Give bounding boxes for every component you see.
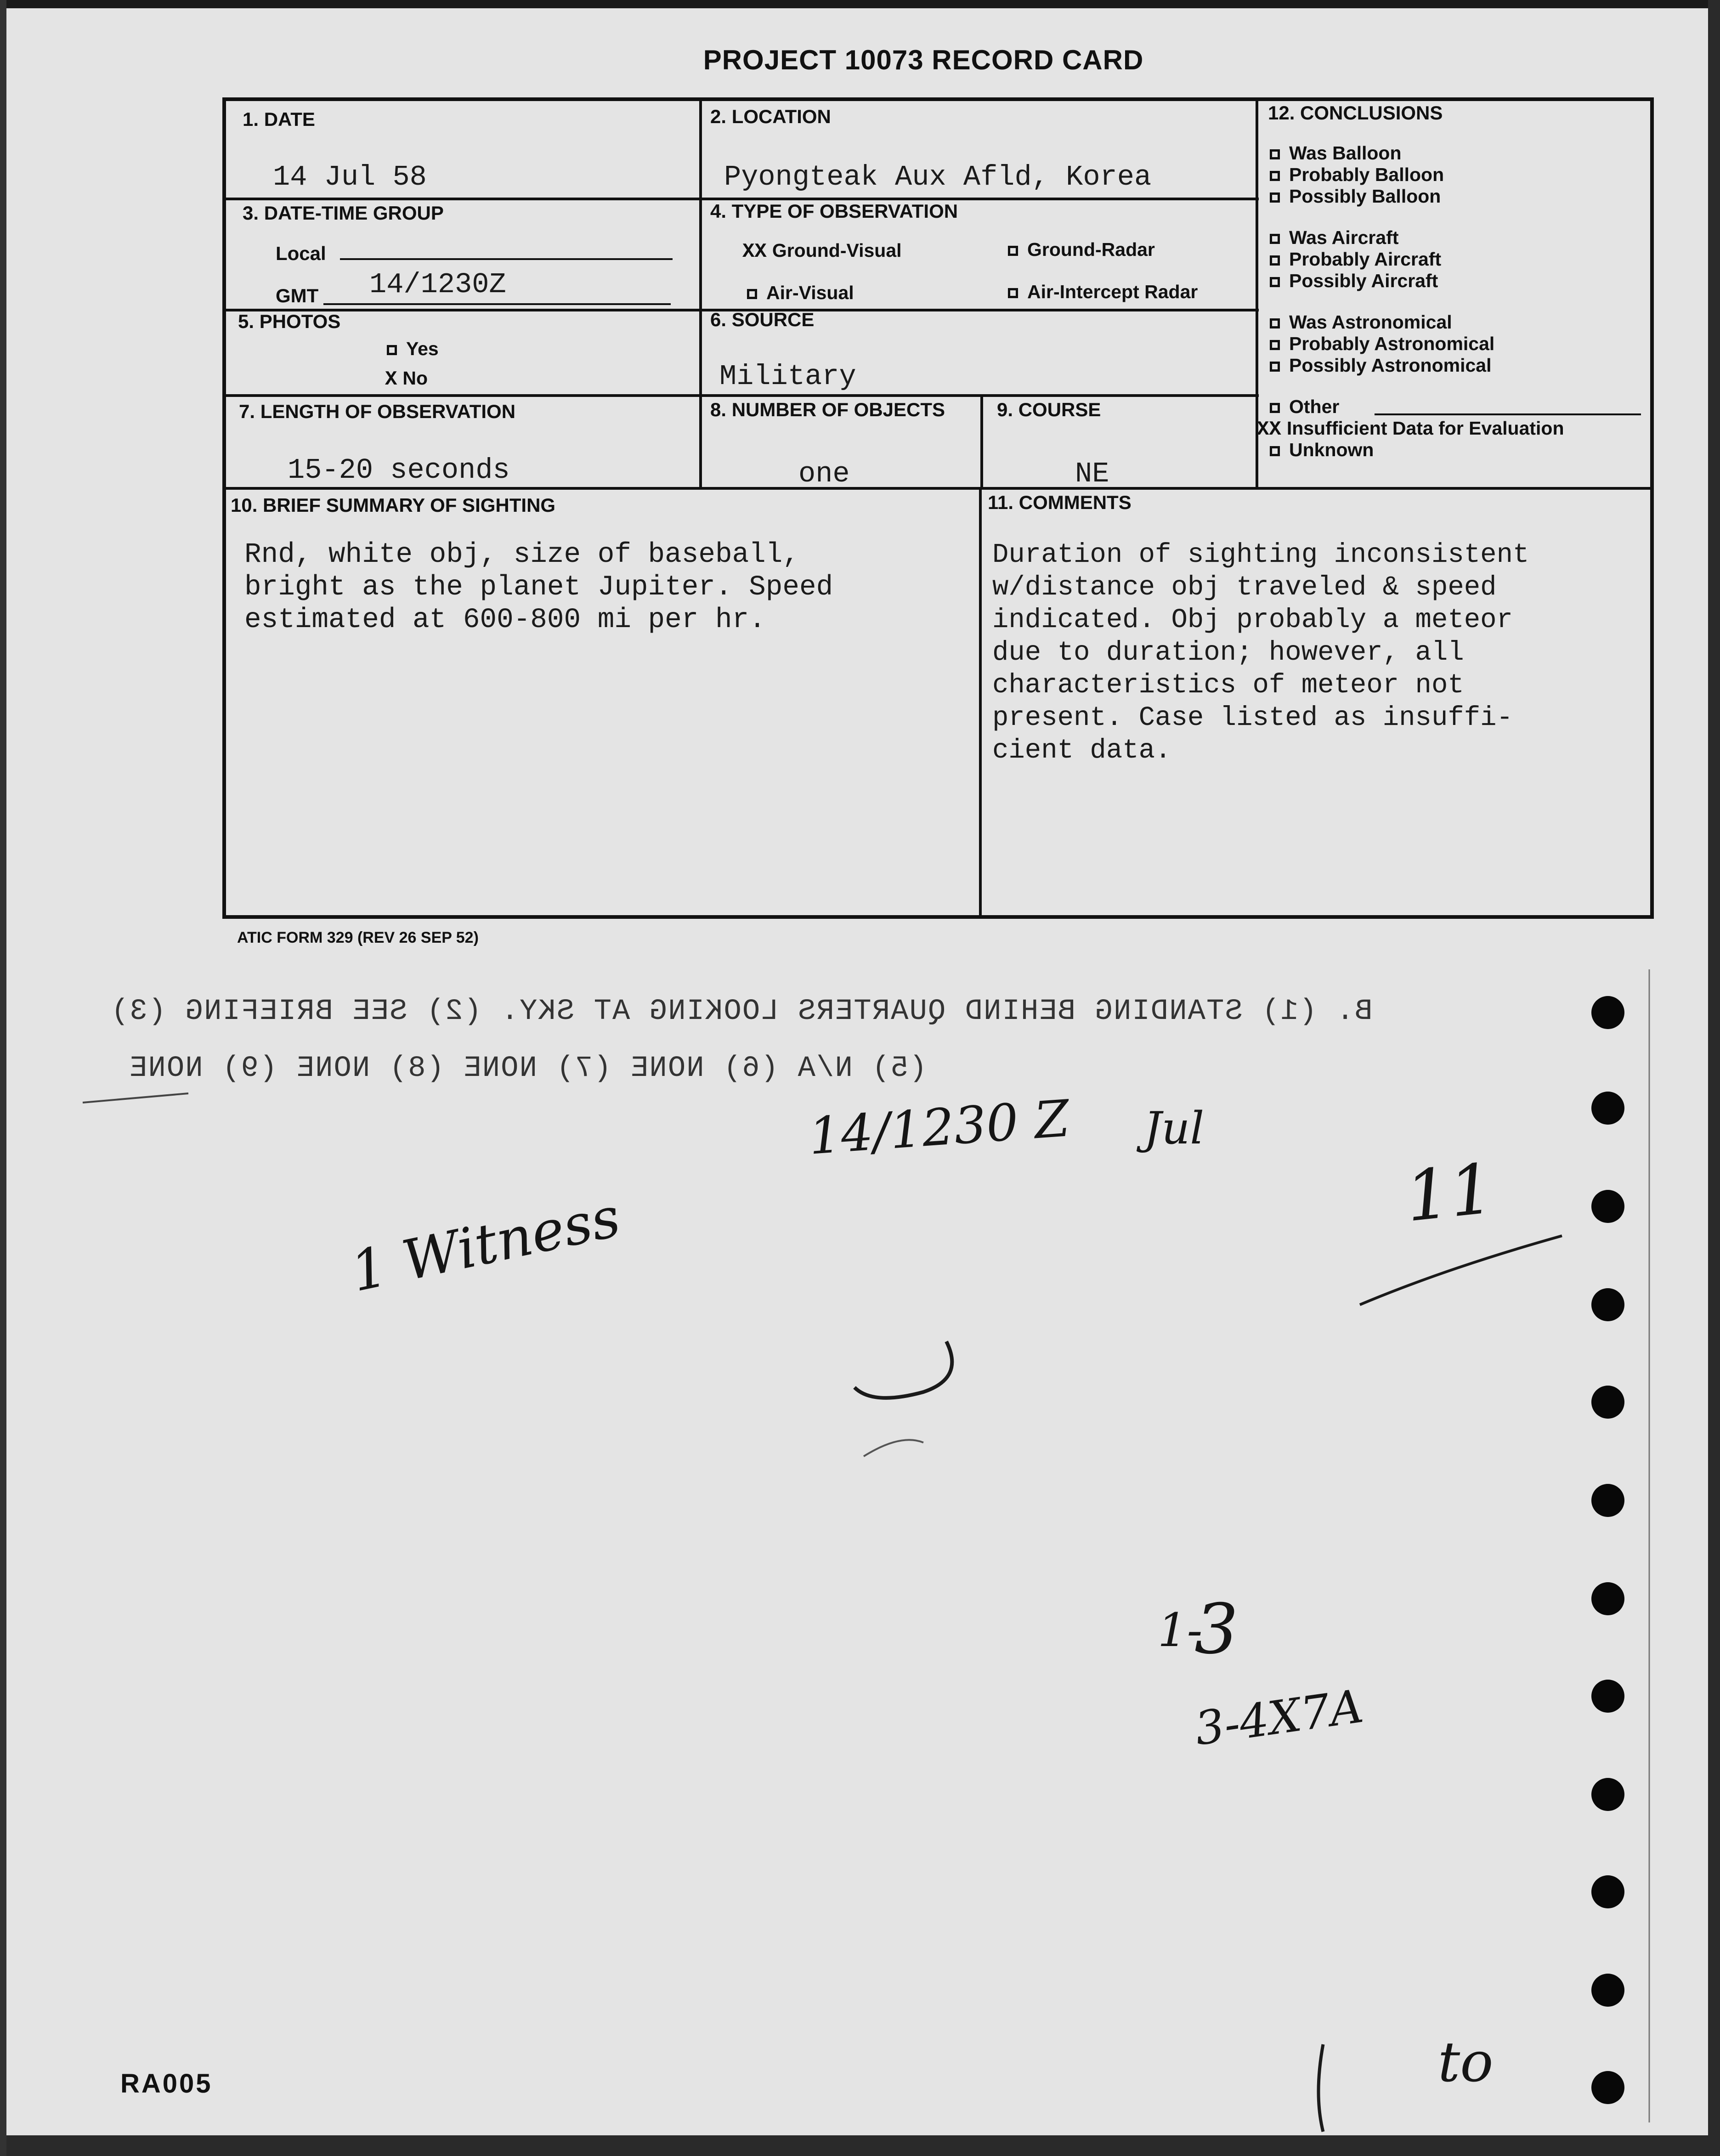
handwritten-note-a: 1- — [1158, 1603, 1203, 1657]
location-label: 2. LOCATION — [710, 106, 831, 127]
comments-line: due to duration; however, all — [992, 637, 1464, 668]
length-value: 15-20 seconds — [288, 454, 510, 487]
binder-hole — [1591, 1484, 1624, 1517]
binder-hole — [1591, 1386, 1624, 1419]
option-label: Air-Visual — [766, 282, 854, 303]
option-label: Insufficient Data for Evaluation — [1286, 418, 1564, 439]
comments-line: present. Case listed as insuffi- — [992, 702, 1513, 733]
binder-hole — [1591, 2071, 1624, 2104]
bleed-through-line: B. (1) STANDING BEHIND QUARTERS LOOKING AT SKY. (2) SEE BRIEFING (3) — [110, 995, 1373, 1028]
photos-label: 5. PHOTOS — [238, 311, 341, 332]
option-label: Was Aircraft — [1289, 227, 1399, 248]
comments-line: Duration of sighting inconsistent — [992, 539, 1529, 570]
binder-hole — [1591, 1875, 1624, 1908]
comments-label: 11. COMMENTS — [988, 492, 1132, 513]
card-title: PROJECT 10073 RECORD CARD — [703, 45, 1144, 75]
binder-hole — [1591, 1092, 1624, 1125]
option-label: Unknown — [1289, 439, 1374, 460]
option-label: Possibly Balloon — [1289, 186, 1441, 207]
binder-hole — [1591, 1778, 1624, 1811]
date-time-group-label: 3. DATE-TIME GROUP — [243, 202, 444, 224]
bleed-through-line: (5) N/A (6) NONE (7) NONE (8) NONE (9) NONE — [129, 1052, 927, 1085]
comments-line: indicated. Obj probably a meteor — [992, 605, 1513, 635]
option-label: Was Astronomical — [1289, 311, 1452, 333]
check-mark: X — [385, 368, 397, 391]
binder-hole — [1591, 1680, 1624, 1713]
binder-hole — [1591, 1288, 1624, 1321]
length-label: 7. LENGTH OF OBSERVATION — [239, 401, 516, 422]
handwritten-datetime: 14/1230 Z — [807, 1089, 1072, 1166]
summary-line: estimated at 600-800 mi per hr. — [244, 604, 766, 636]
option-label: Air-Intercept Radar — [1027, 281, 1198, 302]
local-label: Local — [276, 243, 326, 264]
handwritten-number: 11 — [1402, 1149, 1498, 1238]
comments-line: characteristics of meteor not — [992, 670, 1464, 701]
option-label: Possibly Astronomical — [1289, 355, 1492, 376]
course-label: 9. COURSE — [997, 399, 1101, 420]
handwritten-month: Jul — [1144, 1103, 1205, 1154]
conclusions-label: 12. CONCLUSIONS — [1268, 102, 1443, 124]
observation-type-label: 4. TYPE OF OBSERVATION — [710, 200, 958, 222]
option-label: Probably Balloon — [1289, 164, 1444, 185]
handwritten-corner-note: to — [1438, 2031, 1494, 2094]
gmt-value: 14/1230Z — [369, 268, 506, 301]
source-value: Military — [719, 360, 856, 393]
summary-line: Rnd, white obj, size of baseball, — [244, 539, 799, 571]
option-label: Probably Aircraft — [1289, 249, 1442, 270]
option-label: Yes — [406, 338, 439, 359]
comments-line: w/distance obj traveled & speed — [992, 572, 1497, 603]
option-label: No — [402, 368, 428, 389]
option-label: Other — [1289, 396, 1340, 417]
check-mark: XX — [742, 240, 767, 263]
form-id: ATIC FORM 329 (REV 26 SEP 52) — [237, 929, 479, 946]
document-stamp: RA005 — [120, 2069, 213, 2099]
date-label: 1. DATE — [243, 108, 315, 130]
summary-line: bright as the planet Jupiter. Speed — [244, 572, 833, 603]
binder-hole — [1591, 996, 1624, 1029]
location-value: Pyongteak Aux Afld, Korea — [724, 161, 1152, 193]
option-label: Was Balloon — [1289, 142, 1402, 164]
summary-label: 10. BRIEF SUMMARY OF SIGHTING — [231, 494, 556, 516]
option-label: Ground-Radar — [1027, 239, 1155, 260]
source-label: 6. SOURCE — [710, 309, 815, 330]
check-mark: XX — [1257, 418, 1281, 441]
binder-hole — [1591, 1190, 1624, 1223]
option-label: Possibly Aircraft — [1289, 270, 1438, 291]
option-label: Probably Astronomical — [1289, 333, 1495, 354]
date-value: 14 Jul 58 — [273, 161, 427, 193]
binder-hole — [1591, 1582, 1624, 1615]
number-of-objects-value: one — [798, 458, 850, 490]
option-label: Ground-Visual — [772, 240, 902, 261]
gmt-label: GMT — [276, 285, 319, 306]
handwritten-witness: 1 Witness — [345, 1185, 626, 1305]
course-value: NE — [1075, 458, 1109, 490]
number-of-objects-label: 8. NUMBER OF OBJECTS — [710, 399, 945, 420]
handwritten-note-b: 3 — [1194, 1590, 1239, 1669]
binder-hole — [1591, 1974, 1624, 2007]
handwritten-note-c: 3-4X7A — [1191, 1679, 1367, 1756]
comments-line: cient data. — [992, 735, 1171, 766]
